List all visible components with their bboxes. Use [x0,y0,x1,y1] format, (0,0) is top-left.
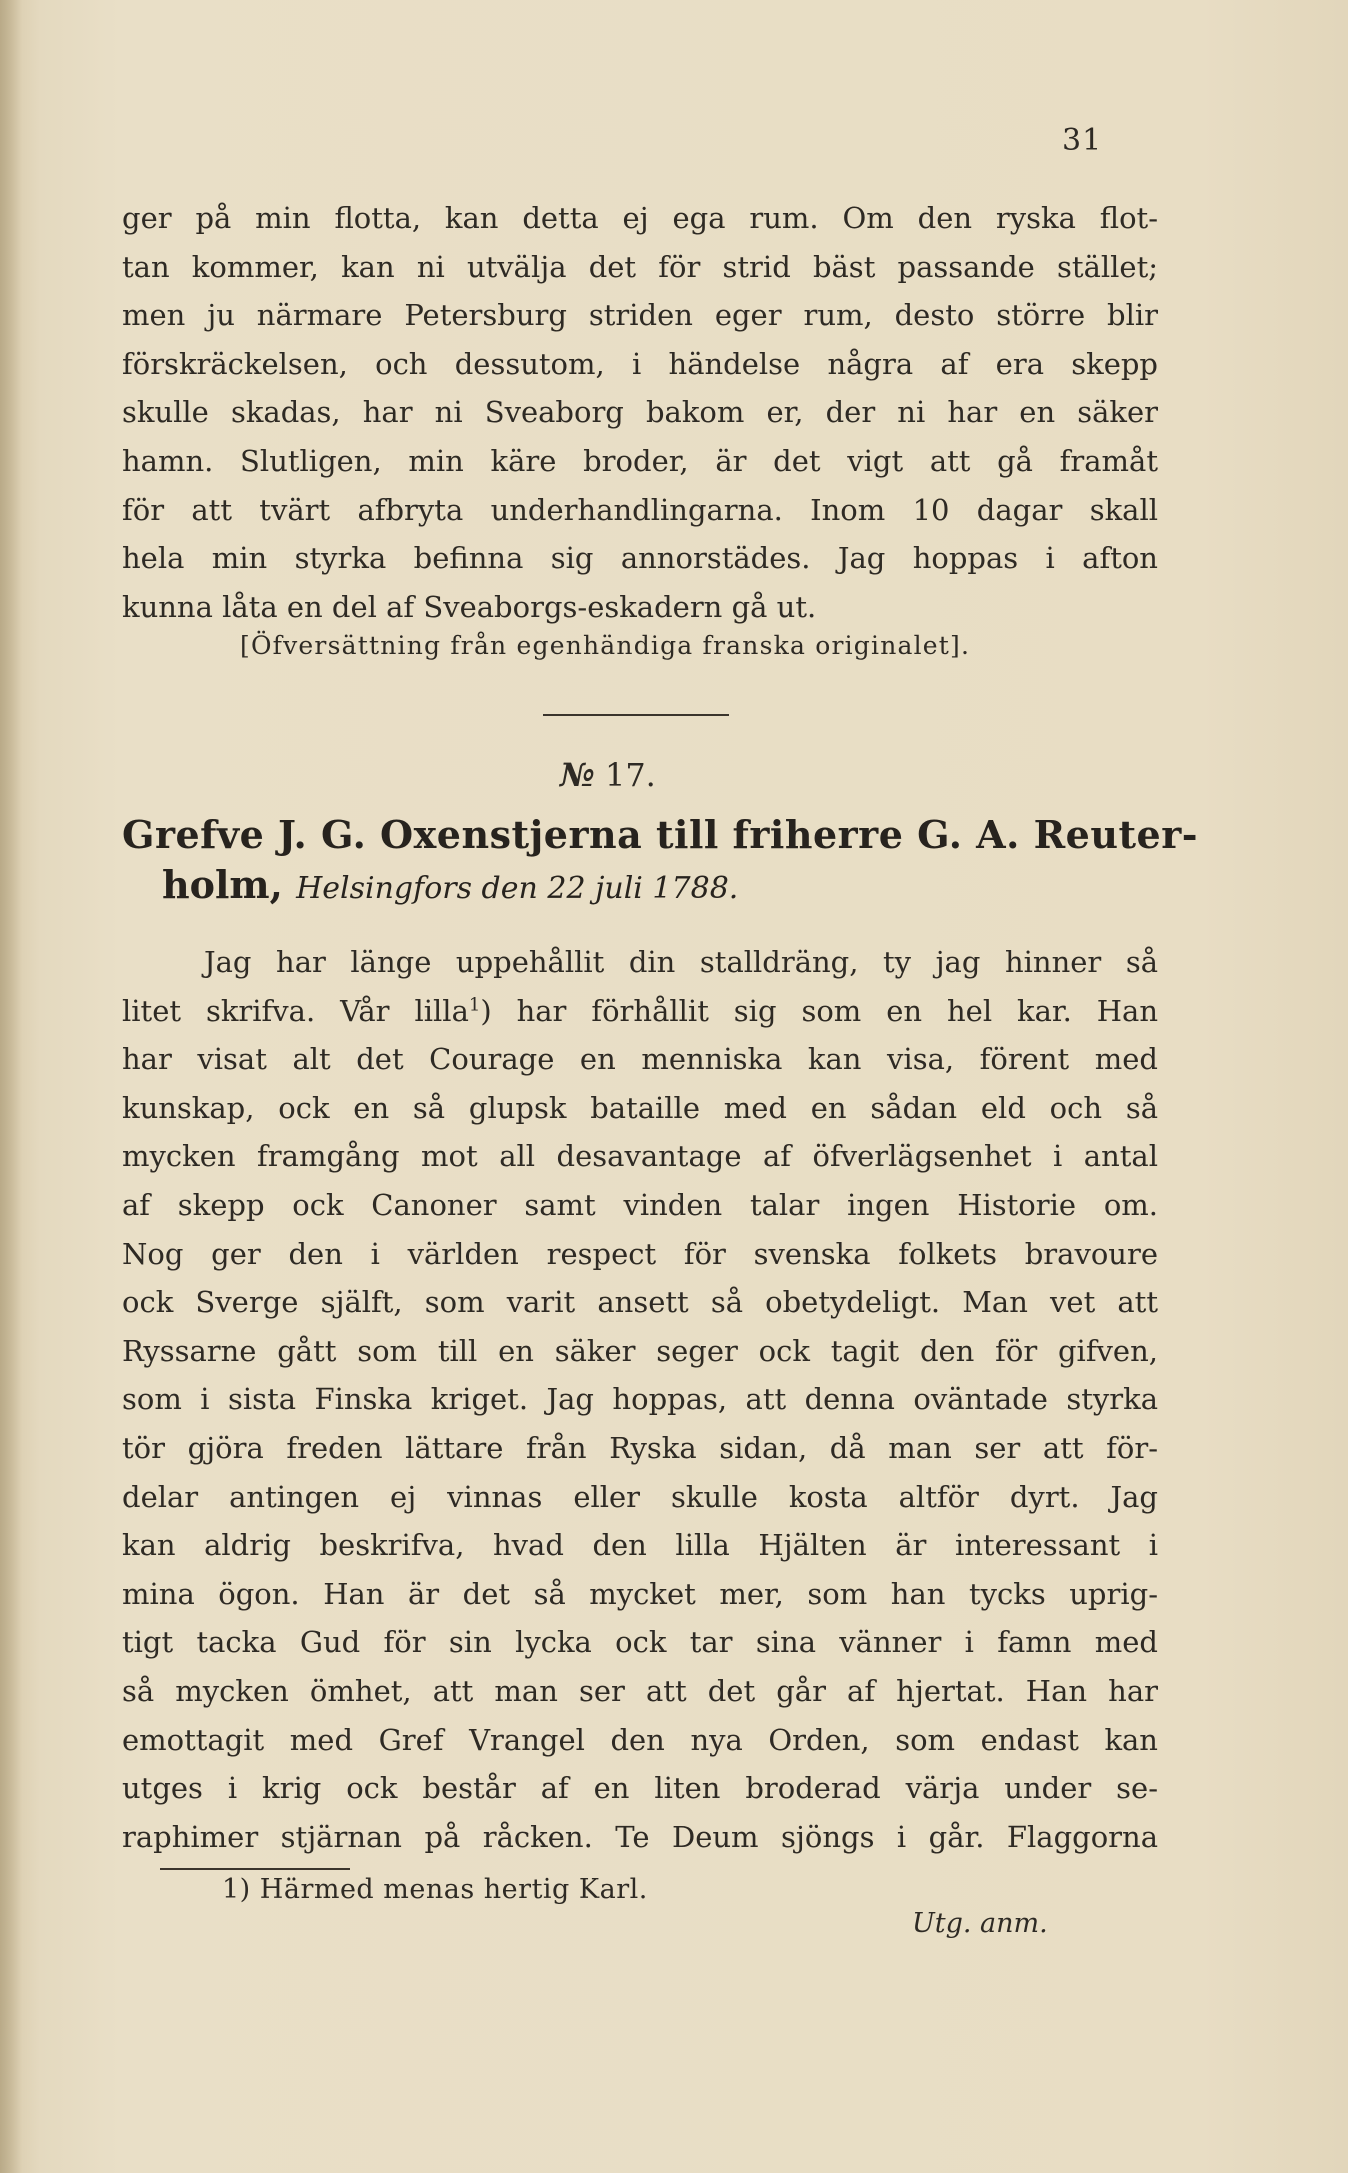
heading-line-1: Grefve J. G. Oxenstjerna till friherre G. A. Reuter- [122,812,1199,857]
page-number: 31 [1062,123,1103,158]
letter-number-value: 17. [604,756,656,794]
text-line-start: litet skrifva. Vår lilla [122,993,469,1028]
heading-name-end: holm, [162,862,283,907]
text-line: ock Sverge själft, som varit ansett så obetydeligt. Man vet att [122,1285,1158,1320]
text-line: raphimer stjärnan på råcken. Te Deum sjöngs i går. Flaggorna [122,1819,1158,1854]
text-line: Ryssarne gått som till en säker seger ock tagit den för gifven, [122,1333,1158,1368]
text-line: kunskap, ock en så glupsk bataille med en sådan eld och så [122,1090,1158,1125]
place-date: Helsingfors den 22 juli 1788. [296,871,739,906]
text-line: tigt tacka Gud för sin lycka ock tar sina vänner i famn med [122,1625,1158,1660]
letter-continuation-text [122,194,1158,631]
text-line: tan kommer, kan ni utvälja det för strid bäst passande stället; [122,249,1158,284]
text-line: som i sista Finska kriget. Jag hoppas, att denna oväntade styrka [122,1382,1158,1417]
text-line: kunna låta en del af Sveaborgs-eskadern gå ut. [122,589,817,624]
text-line: mycken framgång mot all desavantage af öfverlägsenhet i antal [122,1139,1158,1174]
text-line-with-footnote [122,987,1158,1036]
text-line: emottagit med Gref Vrangel den nya Orden, som endast kan [122,1722,1158,1757]
text-line: tör gjöra freden lättare från Ryska sidan, då man ser att för- [122,1430,1158,1465]
page-edge-shadow [0,0,22,2173]
text-line: ger på min flotta, kan detta ej ega rum. Om den ryska flot- [122,201,1158,235]
text-line: hamn. Slutligen, min käre broder, är det vigt att gå framåt [122,443,1158,478]
text-line: förskräckelsen, och dessutom, i händelse några af era skepp [122,346,1158,381]
heading-line-2 [122,860,1158,914]
text-line: kan aldrig beskrifva, hvad den lilla Hjälten är interessant i [122,1528,1158,1563]
numero-sign: № [560,756,595,794]
text-line: har visat alt det Courage en menniska kan visa, förent med [122,1042,1158,1077]
text-line: skulle skadas, har ni Sveaborg bakom er, der ni har en säker [122,395,1158,430]
text-line: af skepp ock Canoner samt vinden talar ingen Historie om. [122,1187,1158,1222]
text-line: hela min styrka befinna sig annorstädes. Jag hoppas i afton [122,541,1158,576]
letter-heading [122,810,1199,914]
footnote-divider [160,1868,350,1870]
letter-body-text [122,938,1158,1861]
footnote-text: 1) Härmed menas hertig Karl. [222,1874,648,1905]
section-divider [543,714,729,716]
text-line: delar antingen ej vinnas eller skulle kosta altför dyrt. Jag [122,1479,1158,1514]
text-line-end: ) har förhållit sig som en hel kar. Han [480,993,1158,1028]
text-line: mina ögon. Han är det så mycket mer, som han tycks uprig- [122,1576,1158,1611]
footnote-signature: Utg. anm. [912,1908,1048,1939]
text-line: utges i krig ock består af en liten broderad värja under se- [122,1771,1158,1806]
translation-note: [Öfversättning från egenhändiga franska originalet]. [240,631,971,660]
text-line: Nog ger den i världen respect för svenska folkets bravoure [122,1236,1158,1271]
text-line: så mycken ömhet, att man ser att det går af hjertat. Han har [122,1673,1158,1708]
text-line: för att tvärt afbryta underhandlingarna. Inom 10 dagar skall [122,492,1158,527]
letter-number [560,756,800,794]
footnote-ref: 1 [468,993,481,1015]
text-line: men ju närmare Petersburg striden eger rum, desto större blir [122,298,1158,333]
text-line: Jag har länge uppehållit din stalldräng, ty jag hinner så [204,945,1158,979]
